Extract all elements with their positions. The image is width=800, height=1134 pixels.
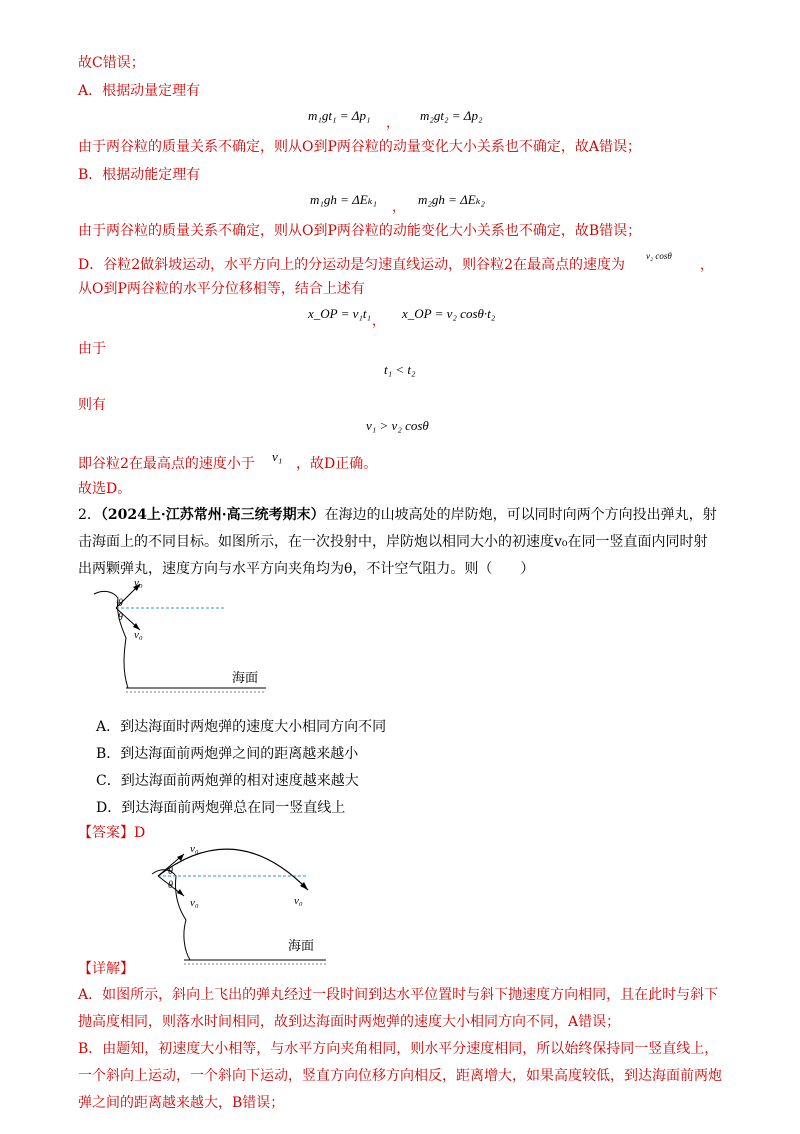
explain-label: 【详解】 <box>78 961 134 977</box>
question-number: 2． <box>78 507 101 523</box>
cannon-figure <box>78 572 278 700</box>
answer: 【答案】D <box>78 825 146 841</box>
trajectory-figure <box>140 834 340 970</box>
explain-line: B．由题知，初速度大小相等，与水平方向夹角相同，则水平分速度相同，所以始终保持同一竖直线上， <box>78 1041 719 1057</box>
text-line: ，故D正确。 <box>296 456 378 472</box>
option-b: B．到达海面前两炮弹之间的距离越来越小 <box>96 746 359 762</box>
text-line: 即谷粒2在最高点的速度小于 <box>78 456 255 472</box>
equation: x_OP = v₂ cosθ·t₂ <box>402 306 496 321</box>
question-line: 出两颗弹丸，速度方向与水平方向夹角均为θ，不计空气阻力。则（ ） <box>78 561 535 577</box>
text-line: 从O到P两谷粒的水平分位移相等，结合上述有 <box>78 281 365 297</box>
question-line <box>78 504 717 524</box>
equation: t₁ < t₂ <box>384 362 416 377</box>
sea-label: 海面 <box>288 939 315 954</box>
equation-separator: ， <box>372 314 386 329</box>
sea-label: 海面 <box>232 671 259 686</box>
theta-label: θ <box>118 598 123 609</box>
v0-label: v₀ <box>190 843 199 855</box>
text-line: A．根据动量定理有 <box>78 83 201 99</box>
text-line: 故C错误； <box>78 55 145 71</box>
option-a: A．到达海面时两炮弹的速度大小相同方向不同 <box>96 719 387 735</box>
equation: m₂gt₂ = Δp₂ <box>420 108 483 123</box>
equation: m₁gt₁ = Δp₁ <box>308 108 371 123</box>
explain-line: 抛高度相同，则落水时间相同，故到达海面时两炮弹的速度大小相同方向不同，A错误； <box>78 1014 621 1030</box>
v0-label: v₀ <box>294 895 303 907</box>
equation: v₂ cosθ <box>646 251 672 261</box>
question-text: 在海边的山坡高处的岸防炮，可以同时向两个方向投出弹丸，射 <box>324 507 717 523</box>
question-source: （2024上·江苏常州·高三统考期末） <box>100 507 325 523</box>
text-line: 由于两谷粒的质量关系不确定，则从O到P两谷粒的动能变化大小关系也不确定，故B错误； <box>78 223 642 239</box>
explain-line: 一个斜向上运动，一个斜向下运动，竖直方向位移方向相反，距离增大，如果高度较低，到达海面前两炮 <box>78 1068 722 1084</box>
equation: x_OP = v₁t₁ <box>308 306 372 321</box>
v0-label: v₀ <box>190 897 199 909</box>
question-line: 击海面上的不同目标。如图所示，在一次投射中，岸防炮以相同大小的初速度v₀在同一竖直面内同时射 <box>78 534 708 550</box>
equation: v₁ <box>272 449 283 464</box>
theta-label: θ <box>118 612 123 623</box>
text-line: 由于 <box>78 341 106 357</box>
text-line: 故选D。 <box>78 481 132 497</box>
equation: v₁ > v₂ cosθ <box>366 418 429 433</box>
text-line: D．谷粒2做斜坡运动，水平方向上的分运动是匀速直线运动，则谷粒2在最高点的速度为 <box>78 257 626 273</box>
text-line: 由于两谷粒的质量关系不确定，则从O到P两谷粒的动量变化大小关系也不确定，故A错误； <box>78 139 642 155</box>
equation-separator: ， <box>392 200 406 215</box>
v0-label: v₀ <box>134 577 143 589</box>
theta-label: θ <box>168 866 173 877</box>
theta-label: θ <box>168 880 173 891</box>
v0-label: v₀ <box>134 629 143 641</box>
explain-line: 弹之间的距离越来越大，B错误； <box>78 1095 285 1111</box>
equation: m₂gh = ΔEₖ₂ <box>418 192 486 207</box>
text-line: B．根据动能定理有 <box>78 167 201 183</box>
text-line: 则有 <box>78 397 106 413</box>
explain-line: A．如图所示，斜向上飞出的弹丸经过一段时间到达水平位置时与斜下抛速度方向相同，且在此时与斜下 <box>78 987 719 1003</box>
text-line: ， <box>700 258 714 273</box>
equation-separator: ， <box>386 116 400 131</box>
equation: m₁gh = ΔEₖ₁ <box>310 192 378 207</box>
option-c: C．到达海面前两炮弹的相对速度越来越大 <box>96 773 359 789</box>
option-d: D．到达海面前两炮弹总在同一竖直线上 <box>96 800 346 816</box>
